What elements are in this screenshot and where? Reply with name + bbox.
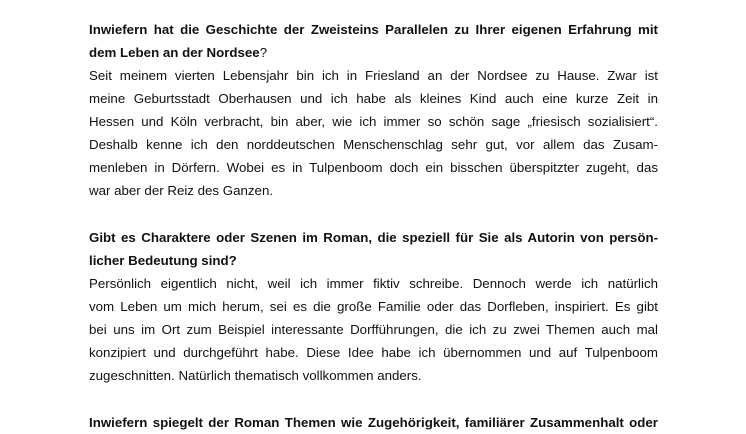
- question-line: Gibt es Charaktere oder Szenen im Roman, die speziell für Sie als Autorin von persön-: [89, 230, 658, 245]
- answer-line: menleben in Dörfern. Wobei es in Tulpenboom doch ein bisschen überspitzter zugeht, das: [89, 160, 658, 175]
- question-line: Inwiefern hat die Geschichte der Zweisteins Parallelen zu Ihrer eigenen Erfahrung mit: [89, 22, 658, 37]
- interview-section-2: [89, 226, 658, 387]
- answer-line: bei uns im Ort zum Beispiel interessante Dorfführungen, die ich zu zwei Themen auch mal: [89, 322, 658, 337]
- answer-line: Seit meinem vierten Lebensjahr bin ich in Friesland an der Nordsee zu Hause. Zwar ist: [89, 68, 658, 83]
- paragraph-gap: [89, 387, 658, 411]
- interview-section-3: [89, 411, 658, 434]
- question-line: licher Bedeutung sind?: [89, 253, 237, 268]
- answer-line: zugeschnitten. Natürlich thematisch vollkommen anders.: [89, 368, 422, 383]
- question-text: dem Leben an der Nordsee: [89, 45, 260, 60]
- question-line: Inwiefern spiegelt der Roman Themen wie Zugehörigkeit, familiärer Zusammenhalt oder: [89, 415, 658, 430]
- question-line: [89, 41, 658, 64]
- document-page: [89, 18, 658, 434]
- interview-section-1: [89, 18, 658, 202]
- question-mark: ?: [259, 45, 268, 60]
- answer-line: Persönlich eigentlich nicht, weil ich immer fiktiv schreibe. Dennoch werde ich natürlich: [89, 276, 658, 291]
- paragraph-gap: [89, 202, 658, 226]
- answer-line: Deshalb kenne ich den norddeutschen Menschenschlag sehr gut, vor allem das Zusam-: [89, 137, 658, 152]
- answer-line: konzipiert und durchgeführt habe. Diese Idee habe ich übernommen und auf Tulpenboom: [89, 345, 658, 360]
- answer-line: meine Geburtsstadt Oberhausen und ich habe als kleines Kind auch eine kurze Zeit in: [89, 91, 658, 106]
- answer-line: war aber der Reiz des Ganzen.: [89, 183, 274, 198]
- answer-line: vom Leben um mich herum, sei es die große Familie oder das Dorfleben, inspiriert. Es gibt: [89, 299, 658, 314]
- answer-line: Hessen und Köln verbracht, bin aber, wie ich immer so schön sage „friesisch sozialisiert“.: [89, 114, 658, 129]
